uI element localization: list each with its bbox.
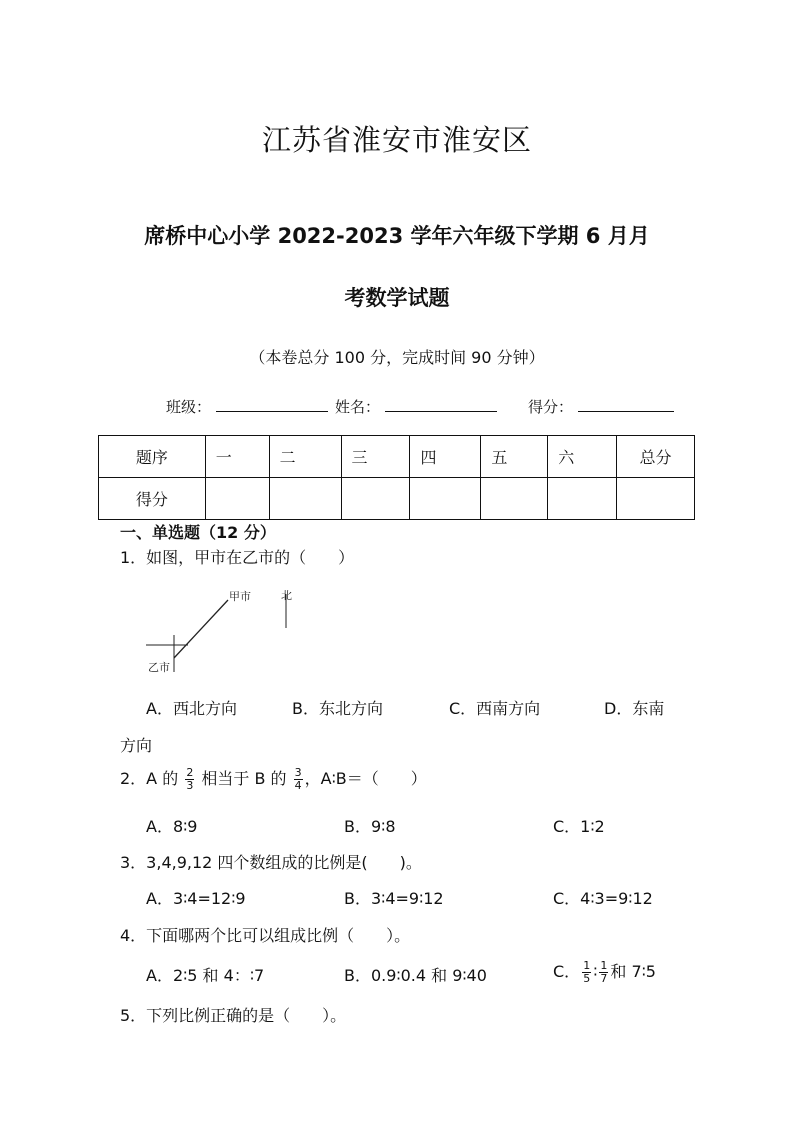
exam-subtitle: （本卷总分 100 分，完成时间 90 分钟）: [249, 348, 545, 367]
table-header-cell: 三: [341, 436, 410, 478]
fraction-three-quarters: [294, 767, 303, 792]
q4-option-c[interactable]: [553, 959, 656, 985]
table-header-cell: 总分: [617, 436, 695, 478]
connecting-line: [174, 600, 228, 658]
direction-figure: [140, 582, 310, 678]
denominator: 7: [600, 972, 608, 985]
q4-option-b[interactable]: B．0.9∶0.4 和 9∶40: [344, 966, 487, 985]
q2-option-a[interactable]: A．8∶9: [146, 817, 198, 836]
score-cell[interactable]: [410, 478, 481, 520]
denominator: 5: [583, 972, 591, 985]
score-cell[interactable]: [617, 478, 695, 520]
page-title: 江苏省淮安市淮安区: [261, 123, 532, 157]
q3-option-b[interactable]: B．3∶4=9∶12: [344, 889, 444, 908]
label-jia: 甲市: [229, 590, 251, 603]
score-blank[interactable]: [578, 411, 674, 412]
table-row-label: 得分: [99, 478, 206, 520]
q2-prefix: 2．A 的: [120, 769, 179, 788]
table-header-row: [99, 436, 695, 478]
ratio-colon: ∶: [593, 962, 598, 981]
score-table: [98, 435, 695, 520]
question-2: [120, 766, 427, 792]
q2-suffix: ，A∶B＝（ ）: [304, 769, 427, 788]
q1-option-d-wrap: 方向: [120, 736, 153, 755]
q2-option-c[interactable]: C．1∶2: [553, 817, 605, 836]
class-label: 班级：: [166, 398, 212, 416]
score-cell[interactable]: [205, 478, 269, 520]
exam-title-line2: 考数学试题: [344, 286, 450, 310]
q4-c-prefix: C．: [553, 962, 581, 981]
exam-title-line1: 席桥中心小学 2022-2023 学年六年级下学期 6 月月: [144, 224, 650, 248]
table-header-cell: 题序: [99, 436, 206, 478]
q4-option-a[interactable]: A．2∶5 和 4：∶7: [146, 966, 265, 985]
question-3: 3．3,4,9,12 四个数组成的比例是( )。: [120, 853, 422, 872]
q2-middle: 相当于 B 的: [201, 769, 287, 788]
table-header-cell: 四: [410, 436, 481, 478]
score-cell[interactable]: [341, 478, 410, 520]
table-score-row: [99, 478, 695, 520]
label-bei: 北: [281, 589, 292, 602]
table-header-cell: 一: [205, 436, 269, 478]
numerator: 2: [186, 766, 194, 779]
q2-option-b[interactable]: B．9∶8: [344, 817, 396, 836]
q3-option-c[interactable]: C．4∶3=9∶12: [553, 889, 653, 908]
name-blank[interactable]: [385, 411, 497, 412]
denominator: 3: [186, 779, 194, 792]
q1-option-c[interactable]: C．西南方向: [449, 699, 541, 718]
score-label: 得分：: [528, 398, 574, 416]
q3-option-a[interactable]: A．3∶4=12∶9: [146, 889, 246, 908]
table-header-cell: 六: [548, 436, 617, 478]
question-4: 4．下面哪两个比可以组成比例（ ）。: [120, 926, 411, 945]
section-heading: 一、单选题（12 分）: [120, 523, 276, 542]
numerator: 1: [583, 959, 591, 972]
q1-option-b[interactable]: B．东北方向: [292, 699, 383, 718]
label-yi: 乙市: [148, 661, 170, 674]
score-cell[interactable]: [269, 478, 341, 520]
score-cell[interactable]: [548, 478, 617, 520]
fraction-two-thirds: [185, 767, 194, 792]
score-cell[interactable]: [481, 478, 548, 520]
denominator: 4: [294, 779, 302, 792]
table-header-cell: 五: [481, 436, 548, 478]
q1-option-a[interactable]: A．西北方向: [146, 699, 237, 718]
name-label: 姓名：: [335, 398, 381, 416]
fraction-one-fifth: [582, 960, 591, 985]
question-5: 5．下列比例正确的是（ ）。: [120, 1006, 347, 1025]
q1-option-d[interactable]: D．东南: [604, 699, 665, 718]
q4-c-suffix: 和 7∶5: [610, 962, 656, 981]
numerator: 3: [294, 766, 302, 779]
fraction-one-seventh: [599, 960, 608, 985]
question-1: 1．如图，甲市在乙市的（ ）: [120, 548, 355, 567]
table-header-cell: 二: [269, 436, 341, 478]
numerator: 1: [600, 959, 608, 972]
class-blank[interactable]: [216, 411, 328, 412]
